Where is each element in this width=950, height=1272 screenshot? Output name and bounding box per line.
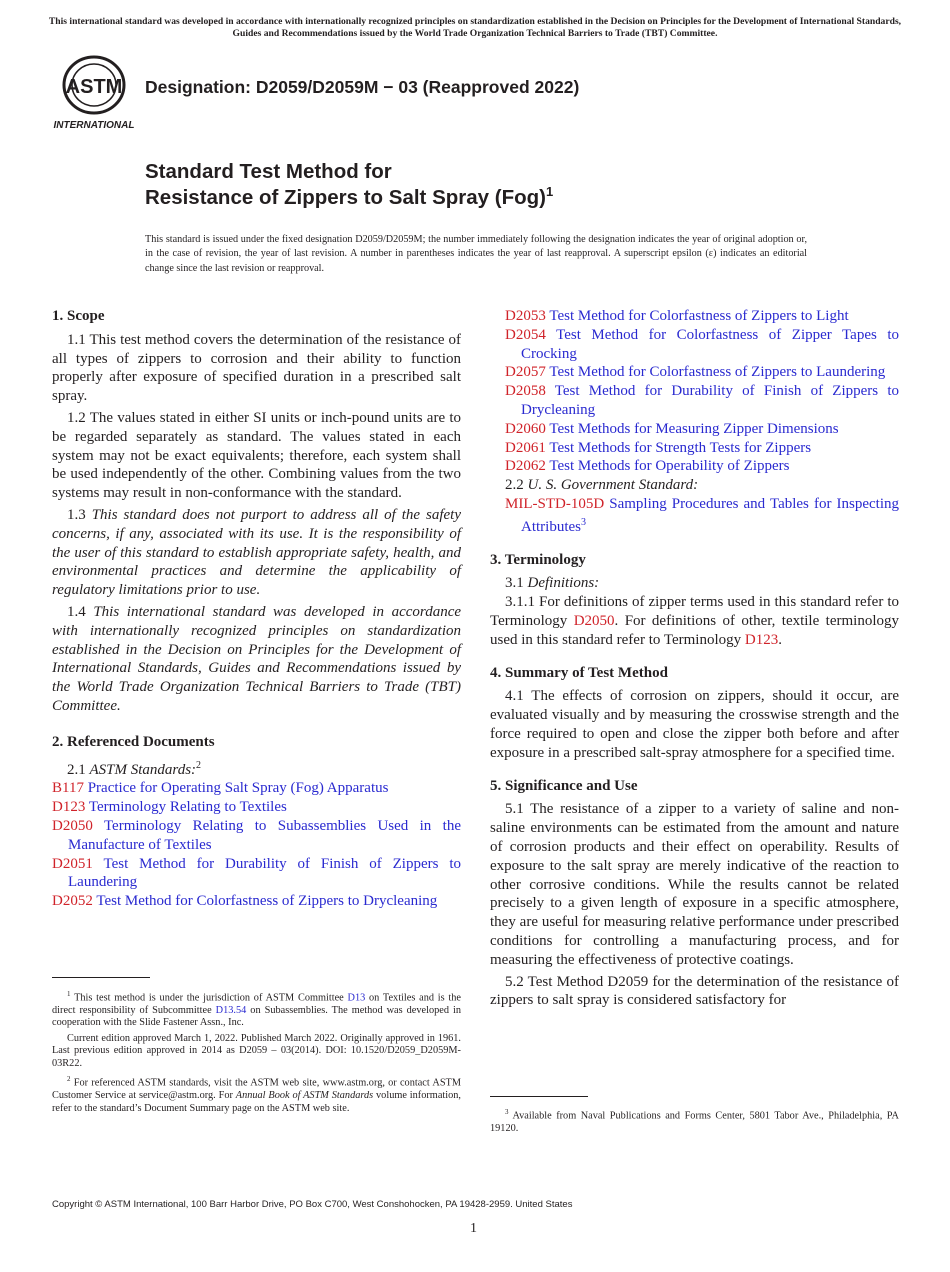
significance-heading: 5. Significance and Use xyxy=(490,777,638,794)
sub-num: 2.2 xyxy=(505,477,524,494)
fn-link-d13-54[interactable]: D13.54 xyxy=(215,1004,247,1016)
terminology-heading: 3. Terminology xyxy=(490,551,586,568)
fn-mark: 2 xyxy=(67,1075,71,1084)
summary-heading: 4. Summary of Test Method xyxy=(490,664,668,681)
scope-p3-num: 1.3 xyxy=(67,506,86,523)
scope-heading: 1. Scope xyxy=(52,308,105,324)
ref-title[interactable]: Test Method for Durability of Finish of Zippers to Laundering xyxy=(68,855,461,891)
link-d2050[interactable]: D2050 xyxy=(573,612,615,629)
ref-title[interactable]: Test Method for Durability of Finish of Zippers to Drycleaning xyxy=(521,383,899,418)
ref-title[interactable]: Sampling Procedures and Tables for Inspecting Attributes xyxy=(521,495,900,535)
gov-standard-subheading xyxy=(490,476,899,495)
ref-d2058[interactable] xyxy=(505,382,899,420)
ref-title[interactable]: Test Method for Colorfastness of Zippers to Light xyxy=(549,308,849,324)
ref-d2050[interactable] xyxy=(52,817,461,855)
designation: Designation: D2059/D2059M − 03 (Reapproved 2022) xyxy=(145,77,580,97)
ref-code[interactable]: D2054 xyxy=(505,326,546,343)
ref-code[interactable]: D2053 xyxy=(505,308,546,324)
scope-p4-num: 1.4 xyxy=(67,603,86,620)
ref-d2062[interactable] xyxy=(505,457,899,476)
ref-title[interactable]: Test Methods for Operability of Zippers xyxy=(549,458,790,475)
scope-p4-text: This international standard was developed in accordance with internationally recognized principles on standardization established in the Decision on Principles for the Development of International Standards, Guides and Recommendations issued by the World Trade Organization Technical Barriers to Trade (TBT) Committee. xyxy=(52,603,462,714)
summary-p1: 4.1 The effects of corrosion on zippers, should it occur, are evaluated visually and by measuring the crosswise strength and the force required to open and close the zipper both before and after exposure in a prescribed salt-spray atmosphere for a specified time. xyxy=(490,688,899,761)
sub-num: 2.1 xyxy=(67,761,86,778)
ref-code[interactable]: D2050 xyxy=(52,817,93,834)
fn-link-d13[interactable]: D13 xyxy=(347,992,366,1004)
ref-code[interactable]: D2052 xyxy=(52,893,93,910)
fn-mark: 3 xyxy=(505,1108,509,1116)
title-line-2 xyxy=(145,184,553,210)
ref-d2057[interactable] xyxy=(505,363,899,382)
fn-text: This test method is under the jurisdiction of ASTM Committee xyxy=(74,992,348,1004)
title-text: Resistance of Zippers to Salt Spray (Fog) xyxy=(145,185,546,209)
sub-title: ASTM Standards: xyxy=(89,761,197,778)
ref-title[interactable]: Test Method for Colorfastness of Zippers to Drycleaning xyxy=(96,893,438,910)
scope-p1: 1.1 This test method covers the determination of the resistance of all types of zippers to corrosion and their ability to function properly after exposure of specified duration in a prescribed salt spray. xyxy=(52,331,461,405)
ref-title[interactable]: Terminology Relating to Subassemblies Used in the Manufacture of Textiles xyxy=(68,817,461,853)
scope-p4 xyxy=(52,603,461,716)
ref-code[interactable]: B117 xyxy=(52,780,84,797)
title-line-1: Standard Test Method for xyxy=(145,160,392,183)
significance-p2: 5.2 Test Method D2059 for the determination of the resistance of zippers to salt spray is considered satisfactory for xyxy=(490,973,899,1009)
footnote-2 xyxy=(52,1073,461,1115)
fn-text: volume information, refer to the standard’s Document Summary page on the ASTM web site. xyxy=(52,1090,461,1114)
page-number: 1 xyxy=(470,1221,477,1236)
fn-italic: Annual Book of ASTM Standards xyxy=(235,1090,374,1102)
scope-p3 xyxy=(52,506,461,600)
ref-mil-std-105d[interactable] xyxy=(505,495,899,537)
ref-code[interactable]: D2057 xyxy=(505,364,546,381)
astm-logo-mark xyxy=(52,55,136,133)
ref-d123[interactable] xyxy=(52,798,461,817)
footnote-1 xyxy=(52,988,461,1030)
ref-d2051[interactable] xyxy=(52,855,461,893)
footnote-mark[interactable]: 2 xyxy=(196,759,202,771)
left-column xyxy=(52,307,461,911)
edition-note: Current edition approved March 1, 2022. Published March 2022. Originally approved in 1961. Last previous edition approved in 2014 as D2059 – 03(2014). DOI: 10.1520/D2059_D2059M-03R22. xyxy=(52,1032,461,1069)
fn-text: on Textiles and is the direct responsibility of Subcommittee xyxy=(52,992,462,1016)
footnote-3 xyxy=(490,1106,899,1135)
fn-text: on Subassemblies. The method was developed in cooperation with the Slide Fastener Assn., Inc. xyxy=(52,1004,462,1029)
title-footnote-mark[interactable]: 1 xyxy=(545,184,554,199)
link-d123[interactable]: D123 xyxy=(744,631,779,648)
issued-note: This standard is issued under the fixed designation D2059/D2059M; the number immediately following the designation indicates the year of original adoption or, in the case of revision, the year of last revision. A number in parentheses indicates the year of last reapproval. A superscript epsilon (ε) indicates an editorial change since the last revision or reapproval. xyxy=(145,234,807,274)
ref-code[interactable]: D2062 xyxy=(505,458,546,475)
footnote-mark[interactable]: 3 xyxy=(581,516,586,528)
terminology-p1 xyxy=(490,593,899,649)
footnote-rule xyxy=(490,1096,588,1097)
sub-num: 3.1 xyxy=(505,575,524,592)
para-text: 3.1.1 For definitions of zipper terms used in this standard refer to Terminology xyxy=(490,594,899,629)
logo-subtext: INTERNATIONAL xyxy=(53,120,135,131)
ref-code[interactable]: D2058 xyxy=(505,383,546,400)
footnote-rule xyxy=(52,977,150,978)
ref-code[interactable]: D2060 xyxy=(505,420,546,437)
sub-title: U. S. Government Standard: xyxy=(527,477,699,494)
para-text: . For definitions of other, textile terminology used in this standard refer to Terminology xyxy=(490,612,899,648)
right-footnotes xyxy=(490,1106,899,1135)
fn-text: For referenced ASTM standards, visit the ASTM web site, www.astm.org, or contact ASTM Customer Service at service@astm.org. For xyxy=(52,1077,461,1102)
scope-p2: 1.2 The values stated in either SI units or inch-pound units are to be regarded separately as standard. The values stated in each system may not be exact equivalents; therefore, each system shall be used independently of the other. Combining values from the two systems may result in non-conformance with the standard. xyxy=(52,409,461,502)
copyright: Copyright © ASTM International, 100 Barr Harbor Drive, PO Box C700, West Conshohocken, PA 19428-2959. United States xyxy=(52,1199,573,1210)
significance-p1: 5.1 The resistance of a zipper to a variety of saline and non-saline environments can be estimated from the amount and nature of corrosion products and their effect on operability. Results of exposure to the salt spray are merely indicative of the reaction to other corrosive conditions. While the results cannot be related precisely to a given length of exposure in a specific atmosphere, they are useful for measuring relative performance under prescribed conditions for controlling a manufacturing process, and for measuring the effectiveness of protective coatings. xyxy=(490,801,899,968)
wto-notice: This international standard was developed in accordance with internationally recognized principles on standardization established in the Decision on Principles for the Development of International Standards, Guides and Recommendations issued by the World Trade Organization Technical Barriers to Trade (TBT) Committee. xyxy=(48,16,902,39)
fn-mark: 1 xyxy=(67,990,71,998)
sub-title: Definitions: xyxy=(527,575,600,592)
ref-title[interactable]: Test Methods for Strength Tests for Zippers xyxy=(549,439,812,456)
ref-title[interactable]: Test Methods for Measuring Zipper Dimensions xyxy=(549,420,839,437)
definitions-subheading xyxy=(490,574,899,593)
astm-standards-subheading xyxy=(52,757,461,780)
ref-title[interactable]: Test Method for Colorfastness of Zipper Tapes to Crocking xyxy=(521,326,900,362)
fn-text: Available from Naval Publications and Forms Center, 5801 Tabor Ave., Philadelphia, PA 19120. xyxy=(490,1110,899,1134)
right-column xyxy=(490,307,899,1010)
left-footnotes xyxy=(52,988,461,1115)
referenced-heading: 2. Referenced Documents xyxy=(52,733,215,750)
ref-title[interactable]: Test Method for Colorfastness of Zippers to Laundering xyxy=(549,364,886,381)
ref-d2060[interactable] xyxy=(505,420,899,439)
scope-p3-text: This standard does not purport to address all of the safety concerns, if any, associated with its use. It is the responsibility of the user of this standard to establish appropriate safety, health, and environmental practices and determine the applicability of regulatory limitations prior to use. xyxy=(52,506,462,599)
ref-b117[interactable] xyxy=(52,779,461,798)
ref-title[interactable]: Practice for Operating Salt Spray (Fog) Apparatus xyxy=(87,780,389,797)
ref-d2061[interactable] xyxy=(505,439,899,458)
ref-title[interactable]: Terminology Relating to Textiles xyxy=(88,799,287,816)
ref-code[interactable]: D123 xyxy=(52,799,86,816)
ref-d2052[interactable] xyxy=(52,892,461,911)
astm-logo xyxy=(52,55,136,133)
ref-code[interactable]: MIL-STD-105D xyxy=(505,495,605,512)
ref-d2054[interactable] xyxy=(505,326,899,364)
logo-text: ASTM xyxy=(65,76,123,98)
para-text: . xyxy=(778,631,782,648)
ref-d2053[interactable] xyxy=(505,307,899,326)
ref-code[interactable]: D2061 xyxy=(505,439,546,456)
ref-code[interactable]: D2051 xyxy=(52,855,93,872)
